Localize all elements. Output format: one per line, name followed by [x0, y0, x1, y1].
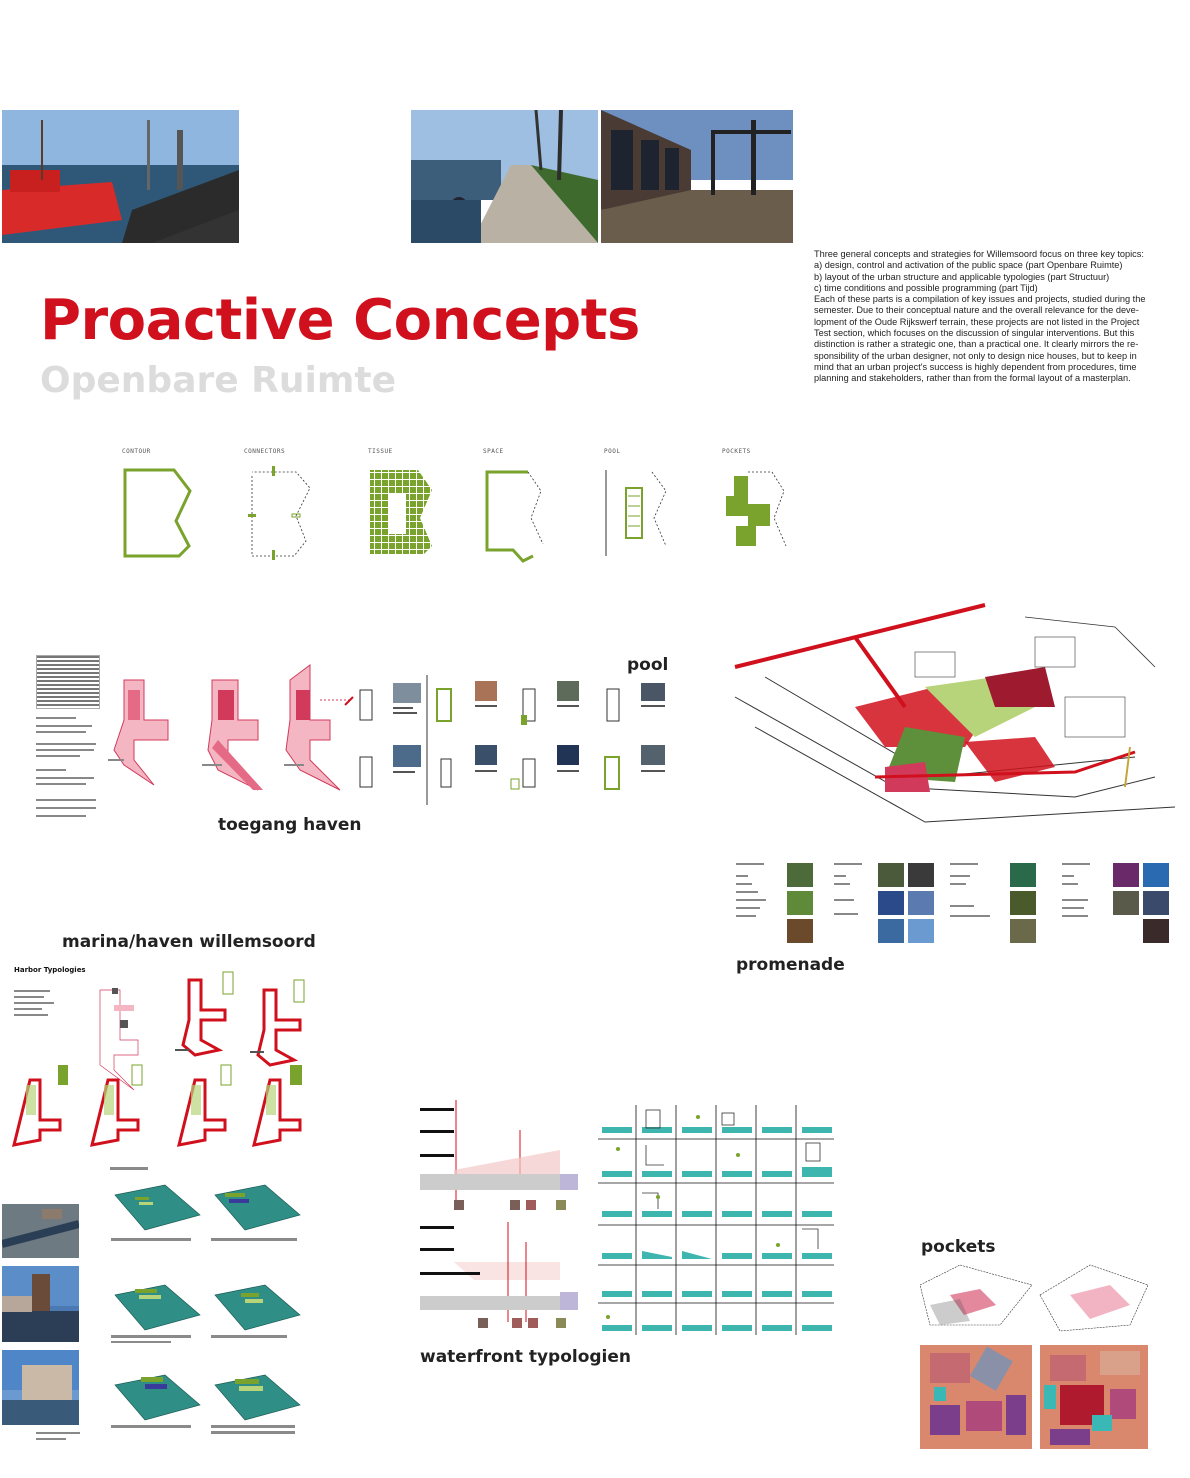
reference-photo-harbor-buildings	[2, 1350, 79, 1425]
concept-pool	[604, 448, 714, 455]
section-label-waterfront: waterfront typologien	[420, 1347, 632, 1367]
intro-line: Each of these parts is a compilation of key issues and projects, studied during the	[814, 294, 1146, 305]
pockets-diagram-icon	[722, 466, 802, 561]
site-axonometric-plan	[735, 597, 1175, 842]
pockets-axonometric-1	[920, 1265, 1032, 1335]
harbor-photo-lightship	[2, 110, 239, 243]
concept-label: POOL	[604, 448, 621, 455]
concept-label: SPACE	[483, 448, 504, 455]
pockets-plan-2	[1040, 1345, 1148, 1449]
reference-caption-line	[36, 1438, 66, 1440]
reference-photo-waterfront-tower	[2, 1266, 79, 1342]
reference-photo-aerial-harbor	[2, 1204, 79, 1258]
connectors-diagram-icon	[244, 466, 324, 561]
section-label-promenade: promenade	[736, 955, 845, 975]
space-diagram-icon	[483, 466, 563, 571]
intro-line: distinction is rather a strategic one, than a practical one. It clearly mirrors the re-	[814, 339, 1139, 350]
harbor-typologies-heading: Harbor Typologies	[14, 966, 86, 974]
intro-line: Three general concepts and strategies for Willemsoord focus on three key topics:	[814, 249, 1144, 259]
concept-label: POCKETS	[722, 448, 751, 455]
pool-options-grid	[345, 675, 675, 805]
pockets-plan-1	[920, 1345, 1032, 1449]
concept-pockets	[722, 448, 832, 455]
harbor-photo-shipyard-halls	[601, 110, 793, 243]
page-title: Proactive Concepts	[40, 288, 640, 353]
pool-diagram-icon	[604, 466, 684, 561]
intro-text	[814, 249, 1170, 385]
harbor-photo-cyclist-quay	[411, 110, 598, 243]
intro-line: Test section, which focuses on the discussion of singular interventions. But this	[814, 328, 1135, 339]
intro-line: b) layout of the urban structure and applicable typologies (part Structuur)	[814, 271, 1110, 282]
section-label-pockets: pockets	[921, 1237, 996, 1257]
section-label-pool: pool	[627, 655, 669, 675]
section-label-marina: marina/haven willemsoord	[62, 932, 316, 952]
concept-contour	[122, 448, 232, 455]
toegang-textblock	[36, 655, 100, 825]
promenade-thumbnails	[736, 863, 1176, 945]
intro-line: mind that an urban project's success is highly dependent from procedures, time	[814, 361, 1137, 372]
concept-label: CONNECTORS	[244, 448, 286, 455]
pockets-axonometric-2	[1040, 1265, 1148, 1335]
section-label-toegang-haven: toegang haven	[218, 815, 362, 835]
tissue-diagram-icon	[368, 466, 448, 561]
reference-caption-line	[36, 1432, 80, 1434]
intro-line: sponsibility of the urban designer, not only to design nice houses, but to keep in	[814, 350, 1137, 361]
intro-line: lopment of the Oude Rijkswerf terrain, these projects are not listed in the Project	[814, 316, 1140, 327]
intro-line: a) design, control and activation of the public space (part Openbare Ruimte)	[814, 260, 1123, 271]
marina-3d-models	[105, 1175, 305, 1450]
concept-tissue	[368, 448, 478, 455]
concept-label: TISSUE	[368, 448, 393, 455]
contour-diagram-icon	[122, 466, 202, 561]
page-subtitle: Openbare Ruimte	[40, 360, 397, 401]
toegang-plan-1	[104, 660, 184, 790]
waterfront-typology-matrix	[598, 1105, 838, 1335]
concept-connectors	[244, 448, 354, 455]
waterfront-sections	[420, 1100, 590, 1330]
harbor-typology-plans-row2	[10, 1060, 330, 1150]
intro-line: planning and stakeholders, rather than from the formal layout of a masterplan.	[814, 373, 1131, 384]
toegang-plan-2	[198, 660, 278, 790]
concept-label: CONTOUR	[122, 448, 151, 455]
intro-line: semester. Due to their conceptual nature and the overall relevance for the deve-	[814, 305, 1139, 316]
intro-line: c) time conditions and possible programming (part Tijd)	[814, 282, 1038, 293]
concept-space	[483, 448, 593, 455]
marina-model-heading-line	[110, 1167, 148, 1170]
